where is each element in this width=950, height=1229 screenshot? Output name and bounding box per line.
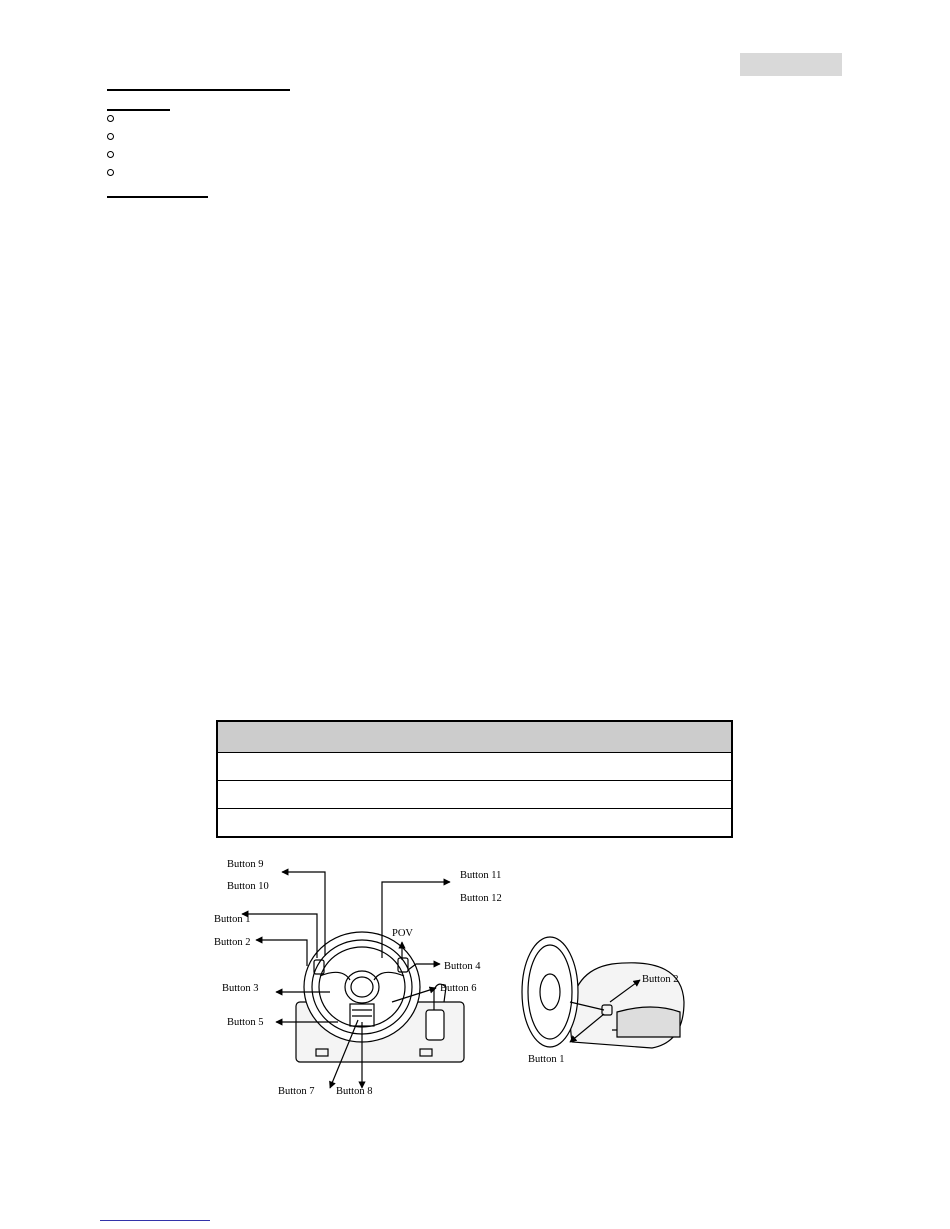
subsection-underline xyxy=(107,109,170,111)
label-button-7: Button 7 xyxy=(278,1086,315,1097)
spec-table-row-divider xyxy=(218,808,731,809)
bullet-2 xyxy=(107,133,114,140)
label-button-1: Button 1 xyxy=(214,914,251,925)
label-button-8: Button 8 xyxy=(336,1086,373,1097)
label-pov: POV xyxy=(392,928,414,939)
bullet-4 xyxy=(107,169,114,176)
label-side-button-2: Button 2 xyxy=(642,974,679,985)
page-header-tag xyxy=(740,53,842,76)
bullet-1 xyxy=(107,115,114,122)
label-button-5: Button 5 xyxy=(227,1017,264,1028)
label-side-button-1: Button 1 xyxy=(528,1054,565,1065)
subsection-2-underline xyxy=(107,196,208,198)
side-view-wheel xyxy=(522,937,684,1048)
label-button-4: Button 4 xyxy=(444,961,481,972)
section-title-underline xyxy=(107,89,290,91)
wheel-button-diagram xyxy=(212,852,712,1102)
label-button-10: Button 10 xyxy=(227,881,269,892)
label-button-2: Button 2 xyxy=(214,937,251,948)
label-button-3: Button 3 xyxy=(222,983,259,994)
label-button-12: Button 12 xyxy=(460,893,502,904)
footer-underline xyxy=(100,1220,210,1221)
spec-table-header xyxy=(218,722,731,753)
spec-table-row-divider xyxy=(218,780,731,781)
label-button-9: Button 9 xyxy=(227,859,264,870)
label-button-11: Button 11 xyxy=(460,870,502,881)
label-button-6: Button 6 xyxy=(440,983,477,994)
bullet-3 xyxy=(107,151,114,158)
spec-table xyxy=(216,720,733,838)
front-view-wheel xyxy=(296,932,464,1062)
